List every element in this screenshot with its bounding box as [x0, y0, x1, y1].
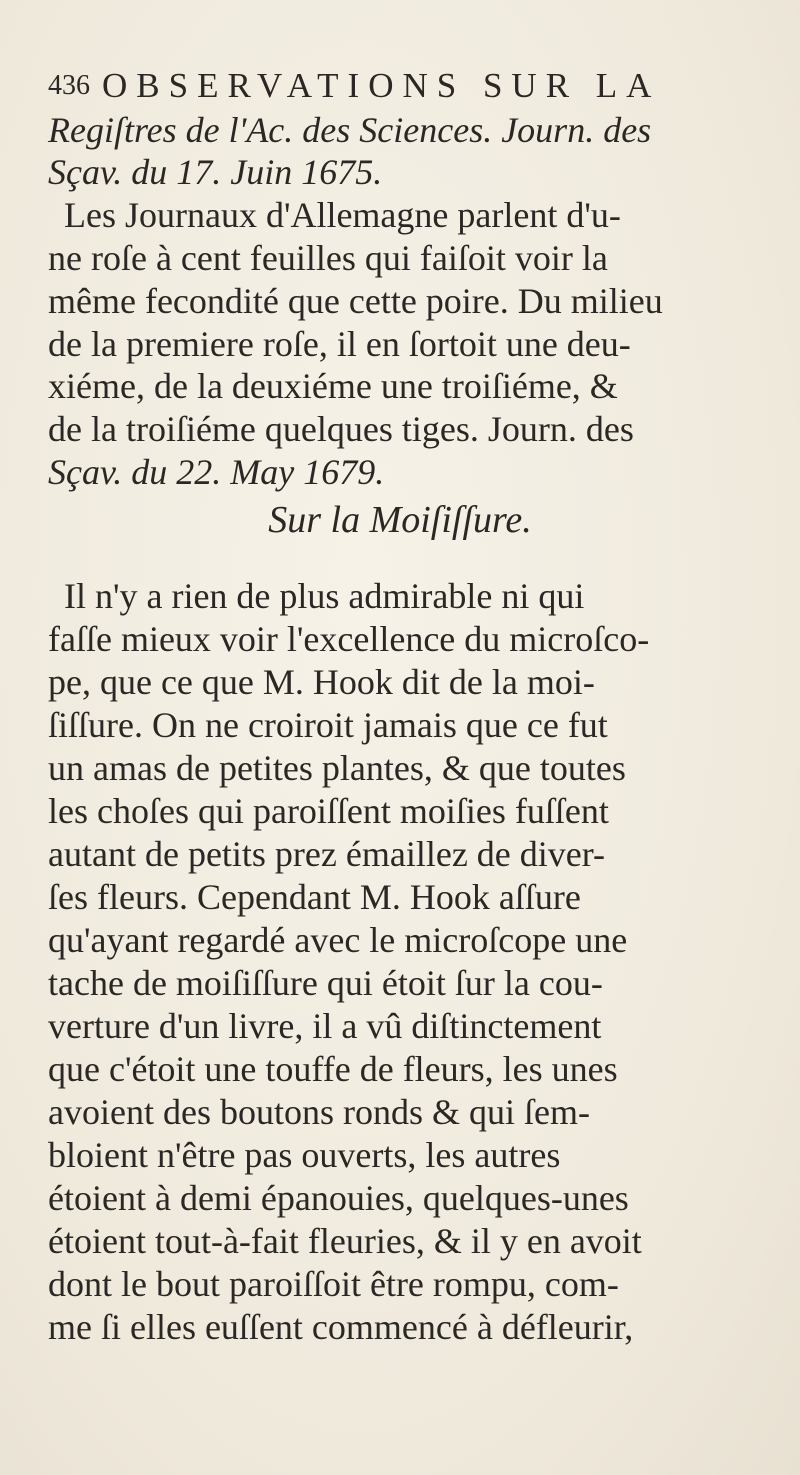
page-header	[48, 66, 768, 110]
running-title: OBSERVATIONS SUR LA	[102, 66, 661, 105]
text-line: dont le bout paroiſſoit être rompu, com-	[48, 1264, 619, 1304]
text-line: que c'étoit une touffe de fleurs, les unes	[48, 1049, 618, 1089]
text-line: xiéme, de la deuxiéme une troiſiéme, &	[48, 366, 618, 406]
text-line: les choſes qui paroiſſent moiſies fuſſent	[48, 791, 609, 831]
text-line: Regiſtres de l'Ac. des Sciences. Journ. des	[48, 110, 652, 150]
text-line: pe, que ce que M. Hook dit de la moi-	[48, 662, 595, 702]
text-line: même fecondité que cette poire. Du milieu	[48, 281, 663, 321]
text-line: Sçav. du 22. May 1679.	[48, 452, 385, 492]
text-line: autant de petits prez émaillez de diver-	[48, 834, 606, 874]
text-line: ne roſe à cent feuilles qui faiſoit voir la	[48, 238, 608, 278]
text-line: faſſe mieux voir l'excellence du microſco-	[48, 619, 650, 659]
text-line: étoient à demi épanouies, quelques-unes	[48, 1178, 629, 1218]
text-line: verture d'un livre, il a vû diſtinctement	[48, 1006, 602, 1046]
text-line: bloient n'être pas ouverts, les autres	[48, 1135, 561, 1175]
page-number: 436	[48, 70, 90, 101]
text-line: étoient tout-à-fait fleuries, & il y en avoit	[48, 1221, 642, 1261]
text-line: avoient des boutons ronds & qui ſem-	[48, 1092, 590, 1132]
text-line: de la troiſiéme quelques tiges. Journ. des	[48, 409, 634, 449]
text-line: qu'ayant regardé avec le microſcope une	[48, 920, 628, 960]
text-line: ſes fleurs. Cependant M. Hook aſſure	[48, 877, 581, 917]
text-line: Les Journaux d'Allemagne parlent d'u-	[64, 195, 621, 235]
text-line: Il n'y a rien de plus admirable ni qui	[64, 576, 585, 616]
section-title: Sur la Moiſiſſure.	[268, 499, 532, 541]
text-line: me ſi elles euſſent commencé à défleurir,	[48, 1307, 634, 1347]
text-line: tache de moiſiſſure qui étoit ſur la cou-	[48, 963, 603, 1003]
text-line: un amas de petites plantes, & que toutes	[48, 748, 626, 788]
text-line: de la premiere roſe, il en ſortoit une deu-	[48, 324, 631, 364]
text-line: ſiſſure. On ne croiroit jamais que ce fut	[48, 705, 608, 745]
text-line: Sçav. du 17. Juin 1675.	[48, 152, 383, 192]
